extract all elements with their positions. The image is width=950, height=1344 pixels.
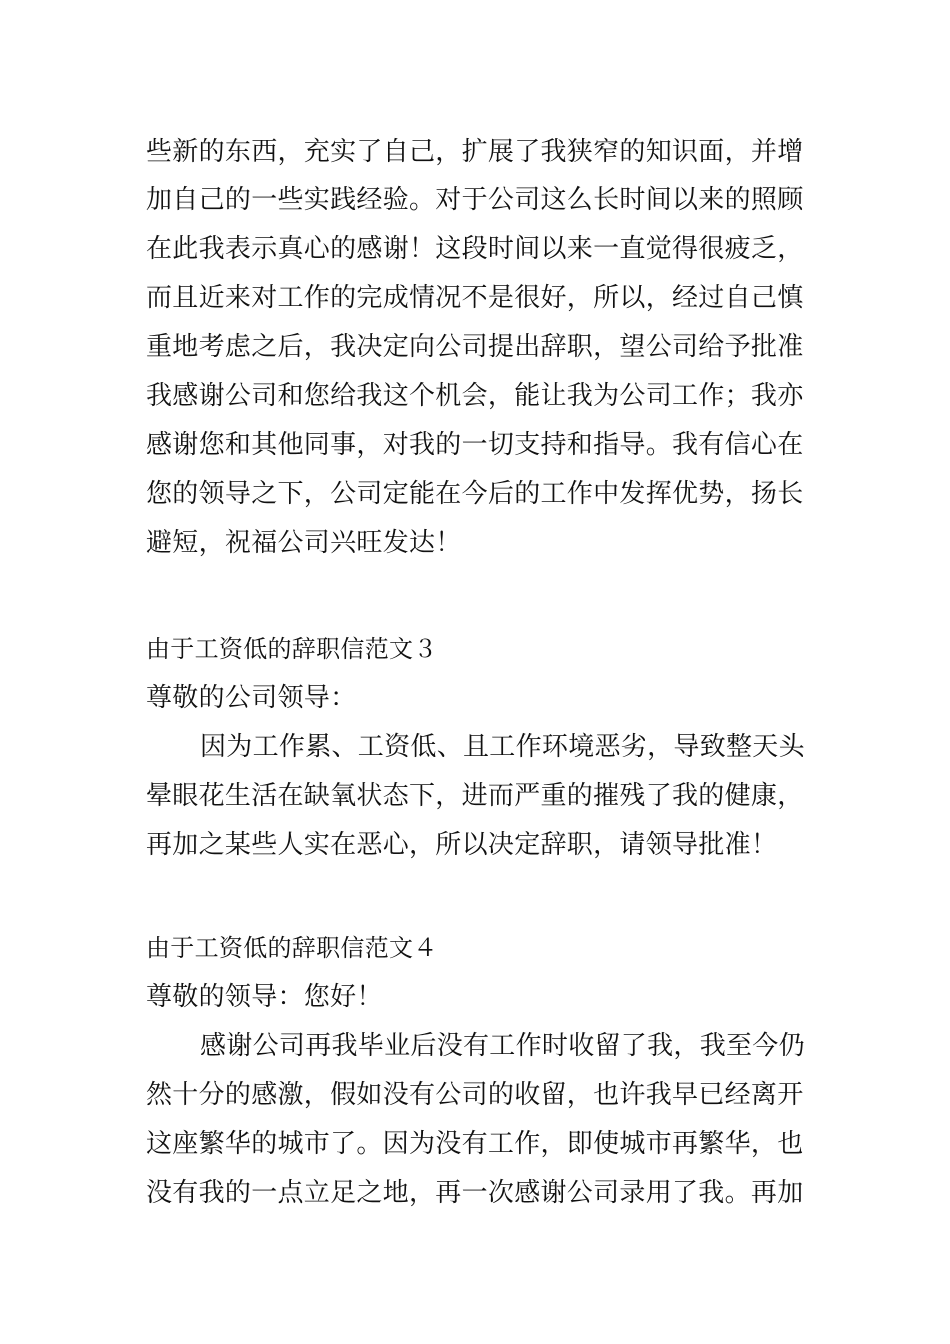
body-line: 晕眼花生活在缺氧状态下，进而严重的摧残了我的健康， xyxy=(146,781,804,811)
body-line: 避短，祝福公司兴旺发达！ xyxy=(146,528,462,558)
salutation: 尊敬的领导：您好！ xyxy=(146,982,383,1012)
salutation: 尊敬的公司领导： xyxy=(146,683,357,713)
body-line: 而且近来对工作的完成情况不是很好，所以，经过自己慎 xyxy=(146,283,804,313)
section-title: 由于工资低的辞职信范文３ xyxy=(146,635,438,663)
body-line: 这座繁华的城市了。因为没有工作，即使城市再繁华，也 xyxy=(146,1129,804,1159)
section-title: 由于工资低的辞职信范文４ xyxy=(146,934,438,962)
body-line: 没有我的一点立足之地，再一次感谢公司录用了我。再加 xyxy=(146,1178,804,1208)
body-line: 我感谢公司和您给我这个机会，能让我为公司工作；我亦 xyxy=(146,381,804,411)
body-line: 感谢您和其他同事，对我的一切支持和指导。我有信心在 xyxy=(146,430,804,460)
body-line: 加自己的一些实践经验。对于公司这么长时间以来的照顾 xyxy=(146,185,804,215)
body-line: 然十分的感激，假如没有公司的收留，也许我早已经离开 xyxy=(146,1080,804,1110)
body-line: 些新的东西，充实了自己，扩展了我狭窄的知识面，并增 xyxy=(146,137,804,167)
body-line: 重地考虑之后，我决定向公司提出辞职，望公司给予批准 xyxy=(146,332,804,362)
body-line: 在此我表示真心的感谢！这段时间以来一直觉得很疲乏， xyxy=(146,234,804,264)
body-line: 感谢公司再我毕业后没有工作时收留了我，我至今仍 xyxy=(200,1031,805,1061)
body-line: 再加之某些人实在恶心，所以决定辞职，请领导批准！ xyxy=(146,830,778,860)
body-line: 因为工作累、工资低、且工作环境恶劣，导致整天头 xyxy=(200,732,805,762)
body-line: 您的领导之下，公司定能在今后的工作中发挥优势，扬长 xyxy=(146,479,804,509)
